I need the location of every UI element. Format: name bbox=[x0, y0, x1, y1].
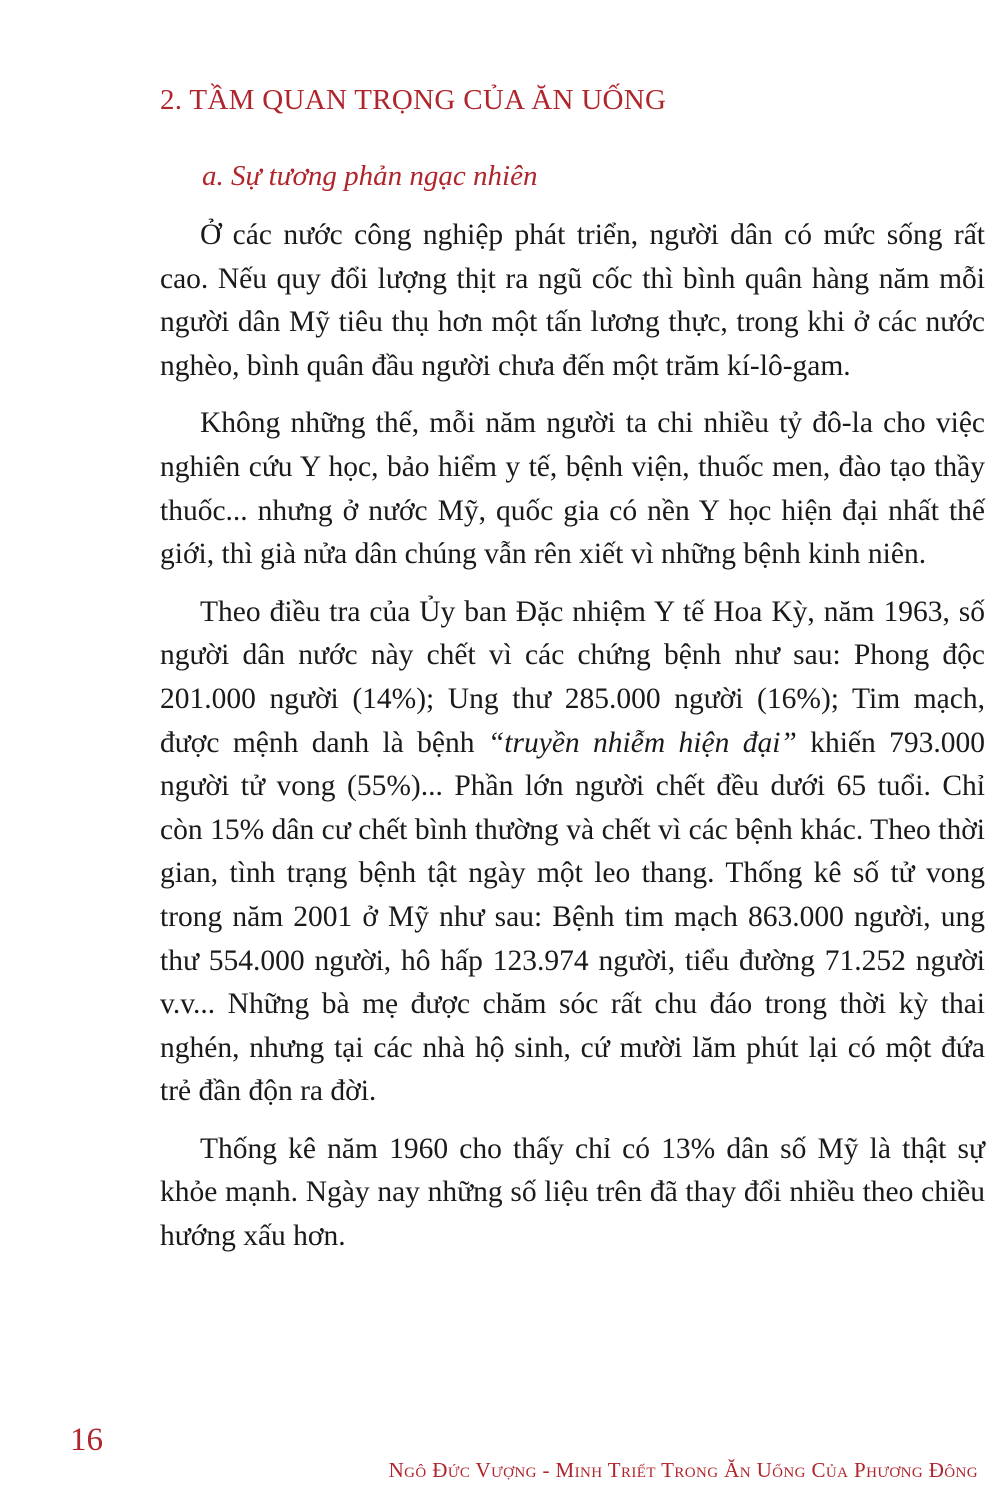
paragraph-3 bbox=[160, 591, 985, 1114]
paragraph-1: Ở các nước công nghiệp phát triển, người dân có mức sống rất cao. Nếu quy đổi lượng thịt ra ngũ cốc thì bình quân hàng năm mỗi người dân Mỹ tiêu thụ hơn một tấn lương thực, trong khi ở các nước nghèo, bình quân đầu người chưa đến một trăm kí-lô-gam. bbox=[160, 219, 985, 382]
paragraph-3-italic-quote: “truyền nhiễm hiện đại” bbox=[487, 726, 797, 759]
paragraph-2: Không những thế, mỗi năm người ta chi nhiều tỷ đô-la cho việc nghiên cứu Y học, bảo hiểm y tế, bệnh viện, thuốc men, đào tạo thầy thuốc... nhưng ở nước Mỹ, quốc gia có nền Y học hiện đại nhất thế giới, thì già nửa dân chúng vẫn rên xiết vì những bệnh kinh niên. bbox=[160, 407, 985, 571]
paragraph-3-text-start: Theo điều tra của Ủy ban Đặc nhiệm Y tế Hoa Kỳ, năm 1963, số người dân nước này chết vì các chứng bệnh như sau: Phong độc 201.000 người (14%); Ung thư 285.000 người (16%); Tim mạch, được mệnh danh là bệnh bbox=[160, 595, 985, 759]
page-number: 16 bbox=[70, 1422, 103, 1458]
paragraph-4: Thống kê năm 1960 cho thấy chỉ có 13% dân số Mỹ là thật sự khỏe mạnh. Ngày nay những số liệu trên đã thay đổi nhiều theo chiều hướng xấu hơn. bbox=[160, 1132, 985, 1253]
body-text bbox=[160, 214, 985, 1273]
running-footer-title: Ngô Đức Vượng - Minh Triết Trong Ăn Uống Của Phương Đông bbox=[388, 1458, 978, 1482]
section-heading: 2. TẦM QUAN TRỌNG CỦA ĂN UỐNG bbox=[160, 84, 667, 116]
paragraph-3-text-end: khiến 793.000 người tử vong (55%)... Phần lớn người chết đều dưới 65 tuổi. Chỉ còn 15% dân cư chết bình thường và chết vì các bệnh khác. Theo thời gian, tình trạng bệnh tật ngày một leo thang. Thống kê số tử vong trong năm 2001 ở Mỹ như sau: Bệnh tim mạch 863.000 người, ung thư 554.000 người, hô hấp 123.974 người, tiểu đường 71.252 người v.v... Những bà mẹ được chăm sóc rất chu đáo trong thời kỳ thai nghén, nhưng tại các nhà hộ sinh, cứ mười lăm phút lại có một đứa trẻ đần độn ra đời. bbox=[160, 726, 985, 1108]
subsection-heading: a. Sự tương phản ngạc nhiên bbox=[202, 160, 538, 192]
